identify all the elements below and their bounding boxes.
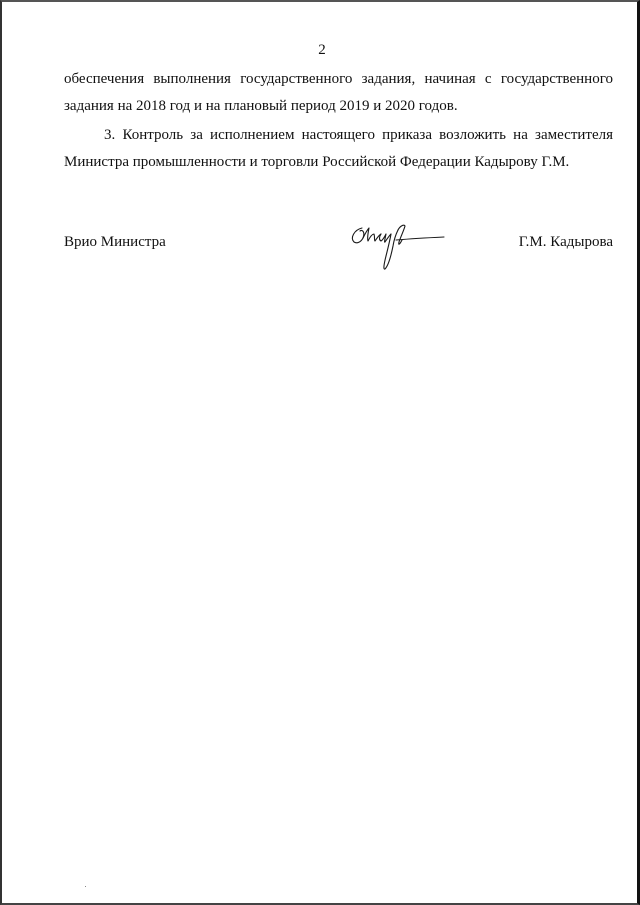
page-number: 2	[318, 42, 326, 58]
text-line: обеспечения выполнения государственного задания, начиная с государственного	[64, 71, 613, 87]
text-line: Министра промышленности и торговли Российской Федерации Кадырову Г.М.	[64, 154, 570, 170]
handwritten-signature-icon	[348, 222, 448, 274]
text-line: 3. Контроль за исполнением настоящего приказа возложить на заместителя	[104, 127, 613, 143]
signatory-name: Г.М. Кадырова	[518, 234, 613, 250]
signature-block	[64, 226, 613, 276]
paragraph-item-3	[64, 122, 613, 176]
signatory-position: Врио Министра	[64, 234, 166, 250]
text-line: задания на 2018 год и на плановый период 2019 и 2020 годов.	[64, 98, 458, 114]
paragraph-continuation	[64, 66, 613, 120]
scan-artifact	[85, 886, 86, 887]
